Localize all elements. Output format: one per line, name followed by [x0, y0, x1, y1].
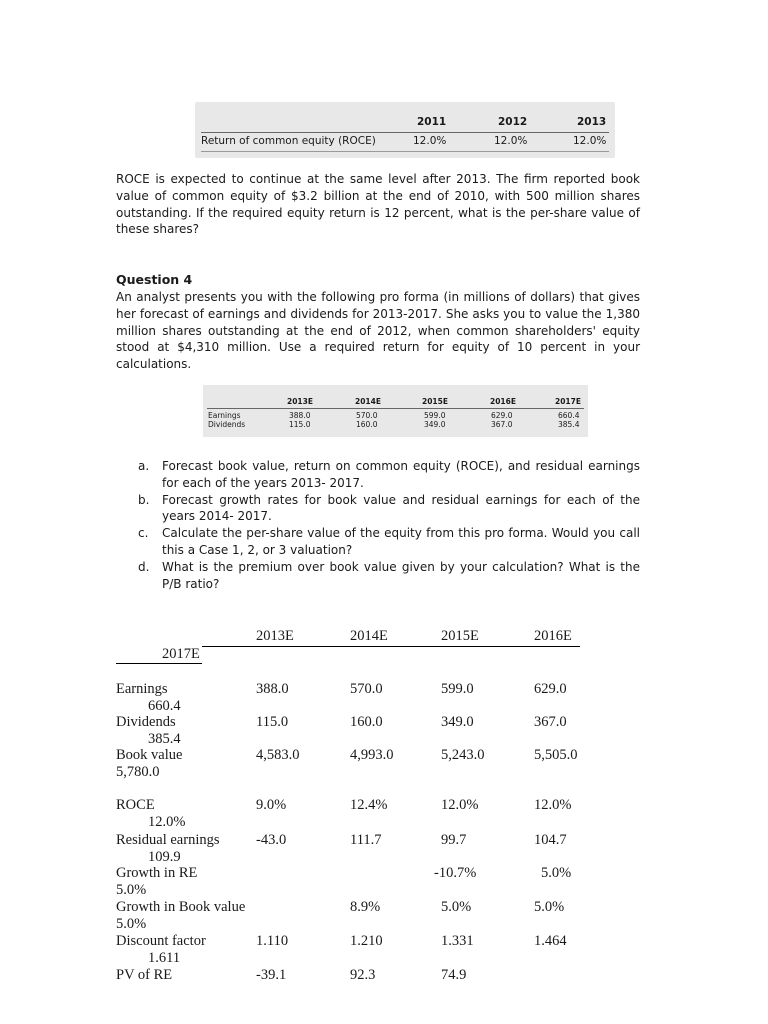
proforma-year: 2015E — [422, 397, 448, 406]
table-cell: 599.0 — [441, 681, 474, 697]
table-cell: 99.7 — [441, 832, 467, 848]
divider — [207, 408, 584, 409]
proforma-year: 2014E — [355, 397, 381, 406]
divider — [116, 663, 202, 664]
list-item-text: Calculate the per-share value of the equity from this pro forma. Would you call this a Case 1, 2, or 3 valuation? — [162, 526, 640, 557]
list-marker: b. — [138, 492, 150, 507]
list-item — [138, 525, 640, 559]
table-row-label: Discount factor — [116, 933, 206, 949]
proforma-cell: 115.0 — [289, 420, 311, 429]
list-item-text: Forecast growth rates for book value and residual earnings for each of the years 2014- 2017. — [162, 492, 640, 524]
question-list — [138, 458, 640, 592]
proforma-cell: 388.0 — [289, 411, 311, 420]
list-marker: d. — [138, 559, 150, 574]
table-cell: 115.0 — [256, 714, 289, 730]
proforma-year: 2017E — [555, 397, 581, 406]
list-marker: a. — [138, 459, 150, 473]
proforma-year: 2013E — [287, 397, 313, 406]
table-cell: 12.4% — [350, 797, 388, 813]
list-item — [138, 492, 640, 526]
table-cell: 629.0 — [534, 681, 567, 697]
table-cell: 5.0% — [116, 882, 147, 898]
table-cell: 74.9 — [441, 967, 467, 983]
list-item — [138, 458, 640, 492]
table-header-year: 2016E — [534, 628, 572, 644]
table-header-year: 2015E — [441, 628, 479, 644]
proforma-cell: 160.0 — [356, 420, 378, 429]
table-cell: 5,243.0 — [441, 747, 485, 763]
roce-year: 2011 — [417, 116, 447, 128]
question-3-text: ROCE is expected to continue at the same level after 2013. The firm reported book value of common equity of $3.2 billion at the end of 2010, with 500 million shares outstanding. If the required equity return is 12 percent, what is the per-share value of these shares? — [116, 172, 640, 237]
table-cell: 570.0 — [350, 681, 383, 697]
table-cell: 4,583.0 — [256, 747, 300, 763]
roce-table-image — [195, 102, 615, 158]
table-cell: 385.4 — [148, 731, 181, 747]
table-cell: 5.0% — [116, 916, 147, 932]
table-cell: 104.7 — [534, 832, 567, 848]
list-item-text: Forecast book value, return on common equity (ROCE), and residual earnings for each of the years 2013- 2017. — [162, 459, 640, 490]
table-row-label: PV of RE — [116, 967, 173, 983]
table-cell: 5.0% — [534, 899, 565, 915]
proforma-cell: 570.0 — [356, 411, 378, 420]
list-item-text: What is the premium over book value given by your calculation? What is the P/B ratio? — [162, 559, 640, 591]
table-row-label: Dividends — [116, 714, 176, 730]
proforma-year: 2016E — [490, 397, 516, 406]
table-cell: 660.4 — [148, 698, 181, 714]
table-header-year: 2014E — [350, 628, 388, 644]
roce-value: 12.0% — [494, 135, 528, 147]
table-cell: 388.0 — [256, 681, 289, 697]
table-cell: 5,505.0 — [534, 747, 578, 763]
table-cell: 8.9% — [350, 899, 381, 915]
table-cell: 160.0 — [350, 714, 383, 730]
table-cell: 92.3 — [350, 967, 376, 983]
proforma-cell: 349.0 — [424, 420, 446, 429]
list-item — [138, 559, 640, 593]
proforma-cell: 385.4 — [558, 420, 580, 429]
table-cell: 1.464 — [534, 933, 567, 949]
divider — [202, 646, 580, 647]
proforma-row-label: Dividends — [208, 420, 246, 429]
list-marker: c. — [138, 526, 149, 541]
table-cell: 5.0% — [441, 899, 472, 915]
roce-year: 2012 — [498, 116, 528, 128]
table-cell: -10.7% — [434, 865, 477, 881]
table-row-label: Growth in RE — [116, 865, 198, 881]
table-cell: 367.0 — [534, 714, 567, 730]
proforma-cell: 367.0 — [491, 420, 513, 429]
table-cell: -39.1 — [256, 967, 287, 983]
table-cell: 12.0% — [441, 797, 479, 813]
roce-row-label: Return of common equity (ROCE) — [201, 135, 376, 147]
table-cell: 4,993.0 — [350, 747, 394, 763]
table-cell: 12.0% — [534, 797, 572, 813]
divider — [201, 151, 609, 152]
table-header-year: 2013E — [256, 628, 294, 644]
roce-value: 12.0% — [413, 135, 447, 147]
table-cell: 1.611 — [148, 950, 181, 966]
table-row-label: Residual earnings — [116, 832, 220, 848]
question-4-text: An analyst presents you with the following pro forma (in millions of dollars) that gives her forecast of earnings and dividends for 2013-2017. She asks you to value the 1,380 million shares outstanding at the end of 2012, when common shareholders' equity stood at $4,310 million. Use a required return for equity of 10 percent in your calculations. — [116, 290, 640, 372]
table-cell: 5,780.0 — [116, 764, 160, 780]
question-4-title: Question 4 — [116, 272, 193, 287]
table-cell: 349.0 — [441, 714, 474, 730]
table-row-label: ROCE — [116, 797, 155, 813]
table-cell: 111.7 — [350, 832, 382, 848]
proforma-table-image — [203, 385, 588, 437]
table-row-label: Book value — [116, 747, 183, 763]
table-cell: 9.0% — [256, 797, 287, 813]
divider — [201, 132, 609, 133]
table-cell: 5.0% — [541, 865, 572, 881]
proforma-cell: 660.4 — [558, 411, 580, 420]
table-row-label: Growth in Book value — [116, 899, 246, 915]
proforma-row-label: Earnings — [208, 411, 241, 420]
table-row-label: Earnings — [116, 681, 168, 697]
proforma-cell: 629.0 — [491, 411, 513, 420]
table-cell: 1.331 — [441, 933, 474, 949]
roce-year: 2013 — [577, 116, 607, 128]
table-cell: 1.110 — [256, 933, 289, 949]
roce-value: 12.0% — [573, 135, 607, 147]
proforma-cell: 599.0 — [424, 411, 446, 420]
table-cell: 12.0% — [148, 814, 186, 830]
table-cell: -43.0 — [256, 832, 287, 848]
table-cell: 1.210 — [350, 933, 383, 949]
table-header-year: 2017E — [162, 646, 200, 662]
table-cell: 109.9 — [148, 849, 181, 865]
